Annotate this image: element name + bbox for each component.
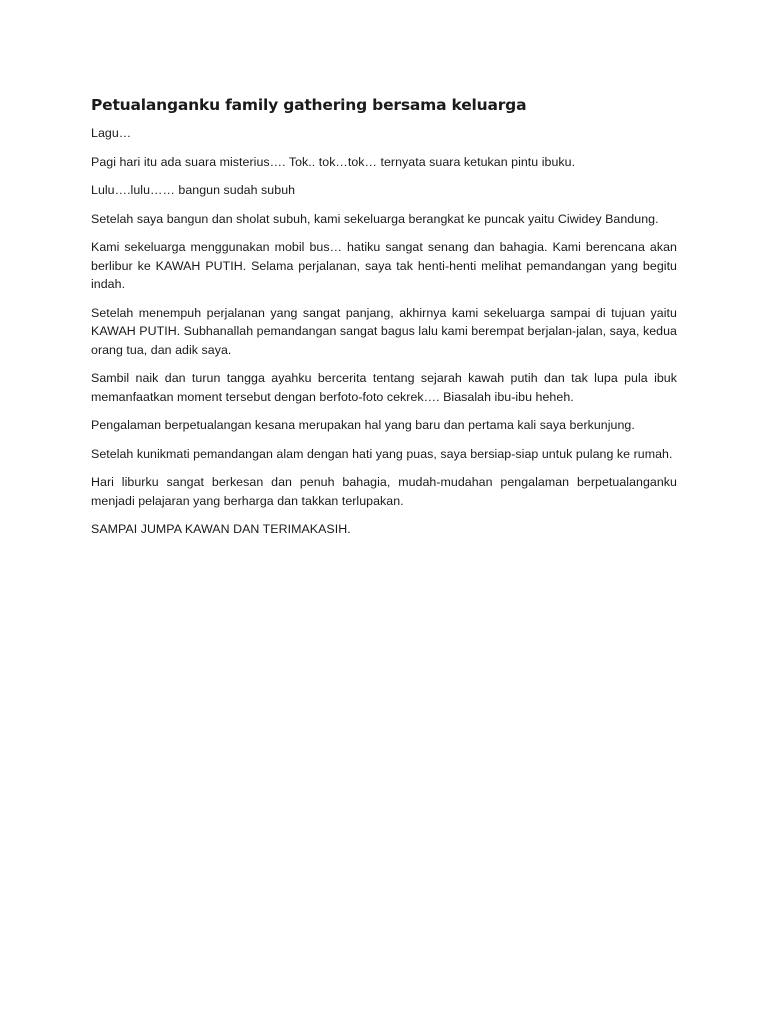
document-body <box>91 94 677 539</box>
paragraph: Setelah kunikmati pemandangan alam dengan hati yang puas, saya bersiap-siap untuk pulang ke rumah. <box>91 446 673 461</box>
document-title: Petualanganku family gathering bersama keluarga <box>91 96 527 114</box>
paragraph: Kami sekeluarga menggunakan mobil bus… hatiku sangat senang dan bahagia. Kami berencana akan berlibur ke KAWAH PUTIH. Selama perjalanan, saya tak henti-henti melihat pemandangan yang begitu indah. <box>91 240 677 291</box>
paragraph: Sambil naik dan turun tangga ayahku bercerita tentang sejarah kawah putih dan tak lupa pula ibuk memanfaatkan moment tersebut dengan berfoto-foto cekrek…. Biasalah ibu-ibu heheh. <box>91 371 677 404</box>
paragraph: Pagi hari itu ada suara misterius…. Tok.. tok…tok… ternyata suara ketukan pintu ibuku. <box>91 154 576 169</box>
paragraph: Setelah saya bangun dan sholat subuh, kami sekeluarga berangkat ke puncak yaitu Ciwidey Bandung. <box>91 211 659 226</box>
paragraph: Lagu… <box>91 126 132 140</box>
paragraph: Hari liburku sangat berkesan dan penuh bahagia, mudah-mudahan pengalaman berpetualanganku menjadi pelajaran yang berharga dan takkan terlupakan. <box>91 475 677 508</box>
paragraph: Setelah menempuh perjalanan yang sangat panjang, akhirnya kami sekeluarga sampai di tujuan yaitu KAWAH PUTIH. Subhanallah pemandangan sangat bagus lalu kami berempat berjalan-jalan, saya, kedua orang tua, dan adik saya. <box>91 305 677 357</box>
paragraph: Lulu….lulu…… bangun sudah subuh <box>91 183 296 197</box>
closing-line: SAMPAI JUMPA KAWAN DAN TERIMAKASIH. <box>91 522 351 536</box>
paragraph: Pengalaman berpetualangan kesana merupakan hal yang baru dan pertama kali saya berkunjung. <box>91 418 635 432</box>
